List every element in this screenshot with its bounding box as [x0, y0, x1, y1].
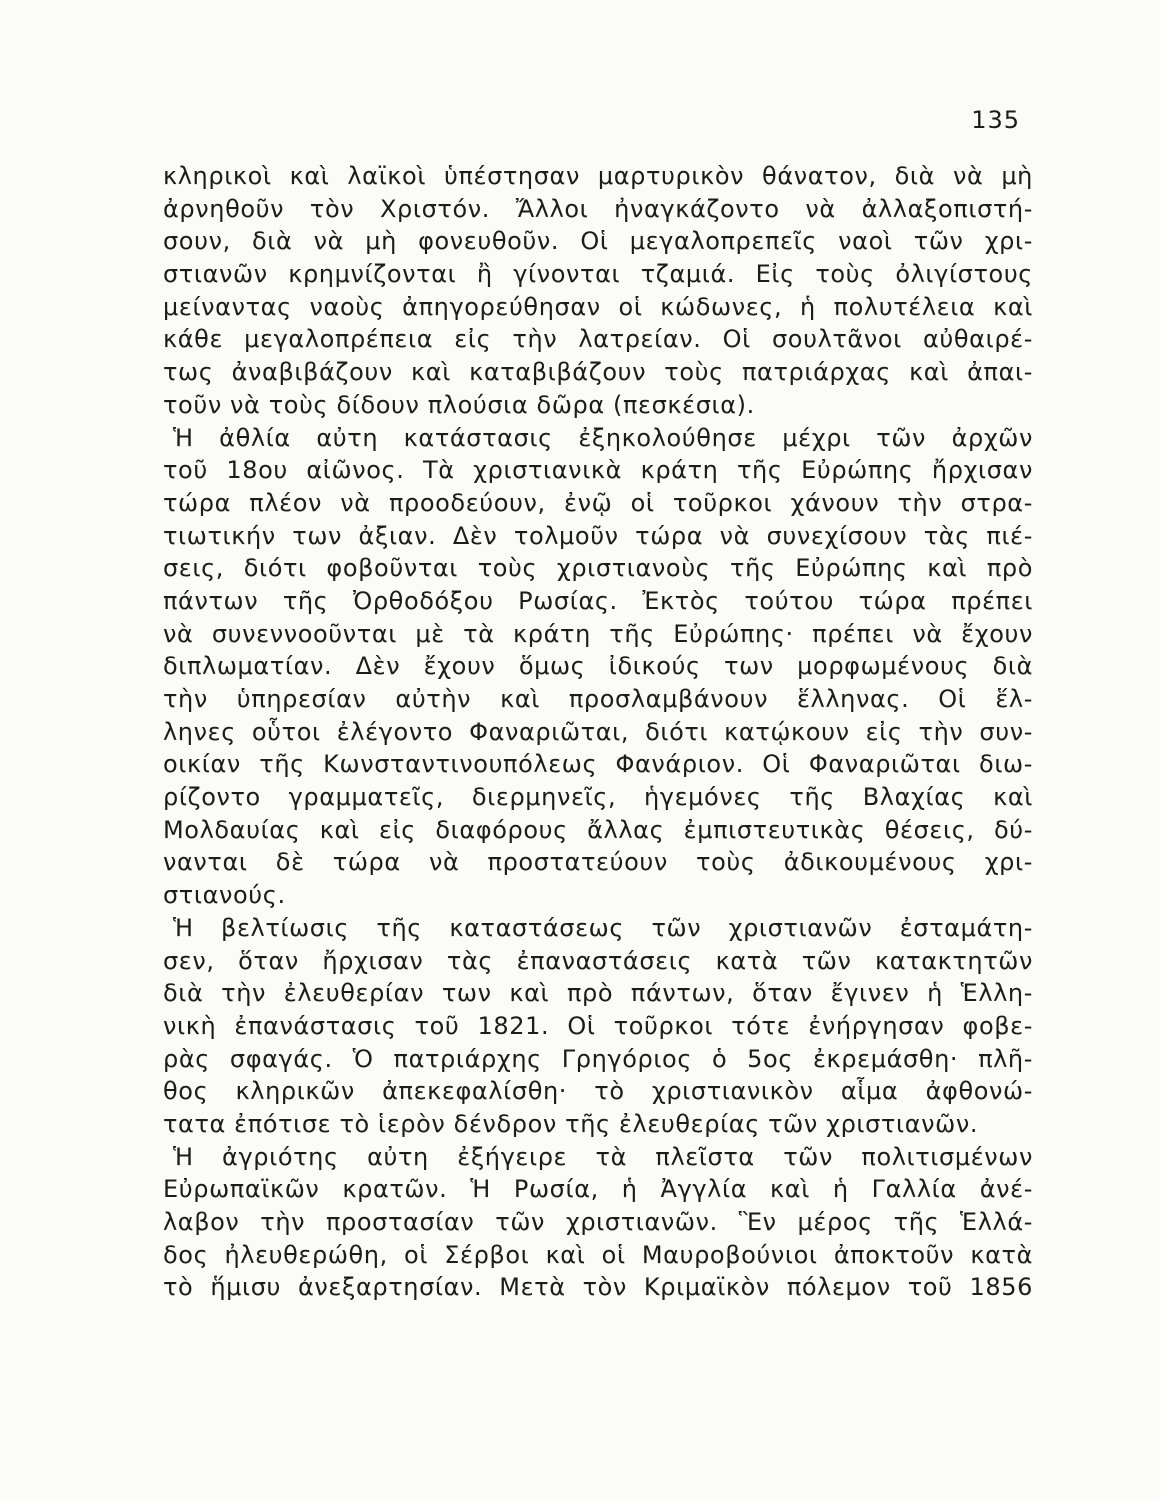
text-line: διπλωματίαν. Δὲν ἔχουν ὅμως ἰδικούς των μορφωμένους διὰ — [163, 652, 1033, 681]
text-line: Ἡ ἀγριότης αὐτη ἐξήγειρε τὰ πλεῖστα τῶν πολιτισμένων — [173, 1142, 1033, 1171]
text-line: ρίζοντο γραμματεῖς, διερμηνεῖς, ἡγεμόνες τῆς Βλαχίας καὶ — [163, 783, 1033, 812]
text-line: Ἡ ἀθλία αὐτη κατάστασις ἐξηκολούθησε μέχρι τῶν ἀρχῶν — [173, 423, 1033, 452]
text-line: τώρα πλέον νὰ προοδεύουν, ἐνῷ οἱ τοῦρκοι χάνουν τὴν στρα- — [163, 488, 1033, 517]
text-line: στιανούς. — [163, 881, 286, 910]
text-line: τοῦ 18ου αἰῶνος. Τὰ χριστιανικὰ κράτη τῆς Εὐρώπης ἤρχισαν — [163, 456, 1033, 485]
text-line: Ἡ βελτίωσις τῆς καταστάσεως τῶν χριστιανῶν ἐσταμάτη- — [173, 913, 1033, 942]
text-line: τοῦν νὰ τοὺς δίδουν πλούσια δῶρα (πεσκέσια). — [163, 390, 755, 419]
text-line: νικὴ ἐπανάστασις τοῦ 1821. Οἱ τοῦρκοι τότε ἐνήργησαν φοβε- — [163, 1011, 1033, 1040]
text-line: νανται δὲ τώρα νὰ προστατεύουν τοὺς ἀδικουμένους χρι- — [163, 848, 1033, 877]
text-line: ρὰς σφαγάς. Ὁ πατριάρχης Γρηγόριος ὁ 5ος ἐκρεμάσθη· πλῆ- — [163, 1044, 1033, 1073]
text-line: σουν, διὰ νὰ μὴ φονευθοῦν. Οἱ μεγαλοπρεπεῖς ναοὶ τῶν χρι- — [163, 227, 1033, 256]
text-line: κληρικοὶ καὶ λαϊκοὶ ὑπέστησαν μαρτυρικὸν θάνατον, διὰ νὰ μὴ — [163, 162, 1033, 190]
text-line: σεις, διότι φοβοῦνται τοὺς χριστιανοὺς τῆς Εὐρώπης καὶ πρὸ — [163, 554, 1033, 583]
page-number: 135 — [971, 106, 1020, 134]
text-line: οικίαν τῆς Κωνσταντινουπόλεως Φανάριον. Οἱ Φαναριῶται διω- — [163, 750, 1033, 779]
text-line: στιανῶν κρημνίζονται ἢ γίνονται τζαμιά. Εἰς τοὺς ὀλιγίστους — [163, 260, 1033, 289]
body-text — [163, 160, 1033, 1304]
text-line: μείναντας ναοὺς ἀπηγορεύθησαν οἱ κώδωνες, ἡ πολυτέλεια καὶ — [163, 292, 1033, 321]
text-line: δος ἠλευθερώθη, οἱ Σέρβοι καὶ οἱ Μαυροβούνιοι ἀποκτοῦν κατὰ — [163, 1240, 1033, 1269]
text-line: τὴν ὑπηρεσίαν αὐτὴν καὶ προσλαμβάνουν ἕλληνας. Οἱ ἕλ- — [163, 685, 1033, 713]
text-line: Μολδαυίας καὶ εἰς διαφόρους ἄλλας ἐμπιστευτικὰς θέσεις, δύ- — [163, 815, 1033, 844]
text-line: σεν, ὅταν ἤρχισαν τὰς ἐπαναστάσεις κατὰ τῶν κατακτητῶν — [163, 946, 1033, 975]
text-line: ληνες οὗτοι ἐλέγοντο Φαναριῶται, διότι κατῴκουν εἰς τὴν συν- — [163, 717, 1033, 746]
text-line: κάθε μεγαλοπρέπεια εἰς τὴν λατρείαν. Οἱ σουλτᾶνοι αὐθαιρέ- — [163, 325, 1033, 354]
text-line: ἀρνηθοῦν τὸν Χριστόν. Ἄλλοι ἠναγκάζοντο νὰ ἀλλαξοπιστή- — [163, 194, 1033, 223]
text-line: διὰ τὴν ἐλευθερίαν των καὶ πρὸ πάντων, ὅταν ἔγινεν ἡ Ἑλλη- — [163, 979, 1033, 1008]
text-line: λαβον τὴν προστασίαν τῶν χριστιανῶν. Ἓν μέρος τῆς Ἑλλά- — [163, 1208, 1033, 1236]
text-line: τὸ ἥμισυ ἀνεξαρτησίαν. Μετὰ τὸν Κριμαϊκὸν πόλεμον τοῦ 1856 — [163, 1273, 1033, 1302]
text-line: νὰ συνεννοοῦνται μὲ τὰ κράτη τῆς Εὐρώπης· πρέπει νὰ ἔχουν — [163, 619, 1033, 648]
text-line: Εὐρωπαϊκῶν κρατῶν. Ἡ Ρωσία, ἡ Ἀγγλία καὶ ἡ Γαλλία ἀνέ- — [163, 1175, 1033, 1204]
text-line: πάντων τῆς Ὀρθοδόξου Ρωσίας. Ἐκτὸς τούτου τώρα πρέπει — [163, 586, 1033, 615]
text-line: τως ἀναβιβάζουν καὶ καταβιβάζουν τοὺς πατριάρχας καὶ ἀπαι- — [163, 358, 1033, 387]
text-line: θος κληρικῶν ἀπεκεφαλίσθη· τὸ χριστιανικὸν αἷμα ἀφθονώ- — [163, 1077, 1033, 1106]
text-line: τιωτικήν των ἀξιαν. Δὲν τολμοῦν τώρα νὰ συνεχίσουν τὰς πιέ- — [163, 521, 1033, 550]
text-line: τατα ἐπότισε τὸ ἱερὸν δένδρον τῆς ἐλευθερίας τῶν χριστιανῶν. — [163, 1109, 979, 1138]
